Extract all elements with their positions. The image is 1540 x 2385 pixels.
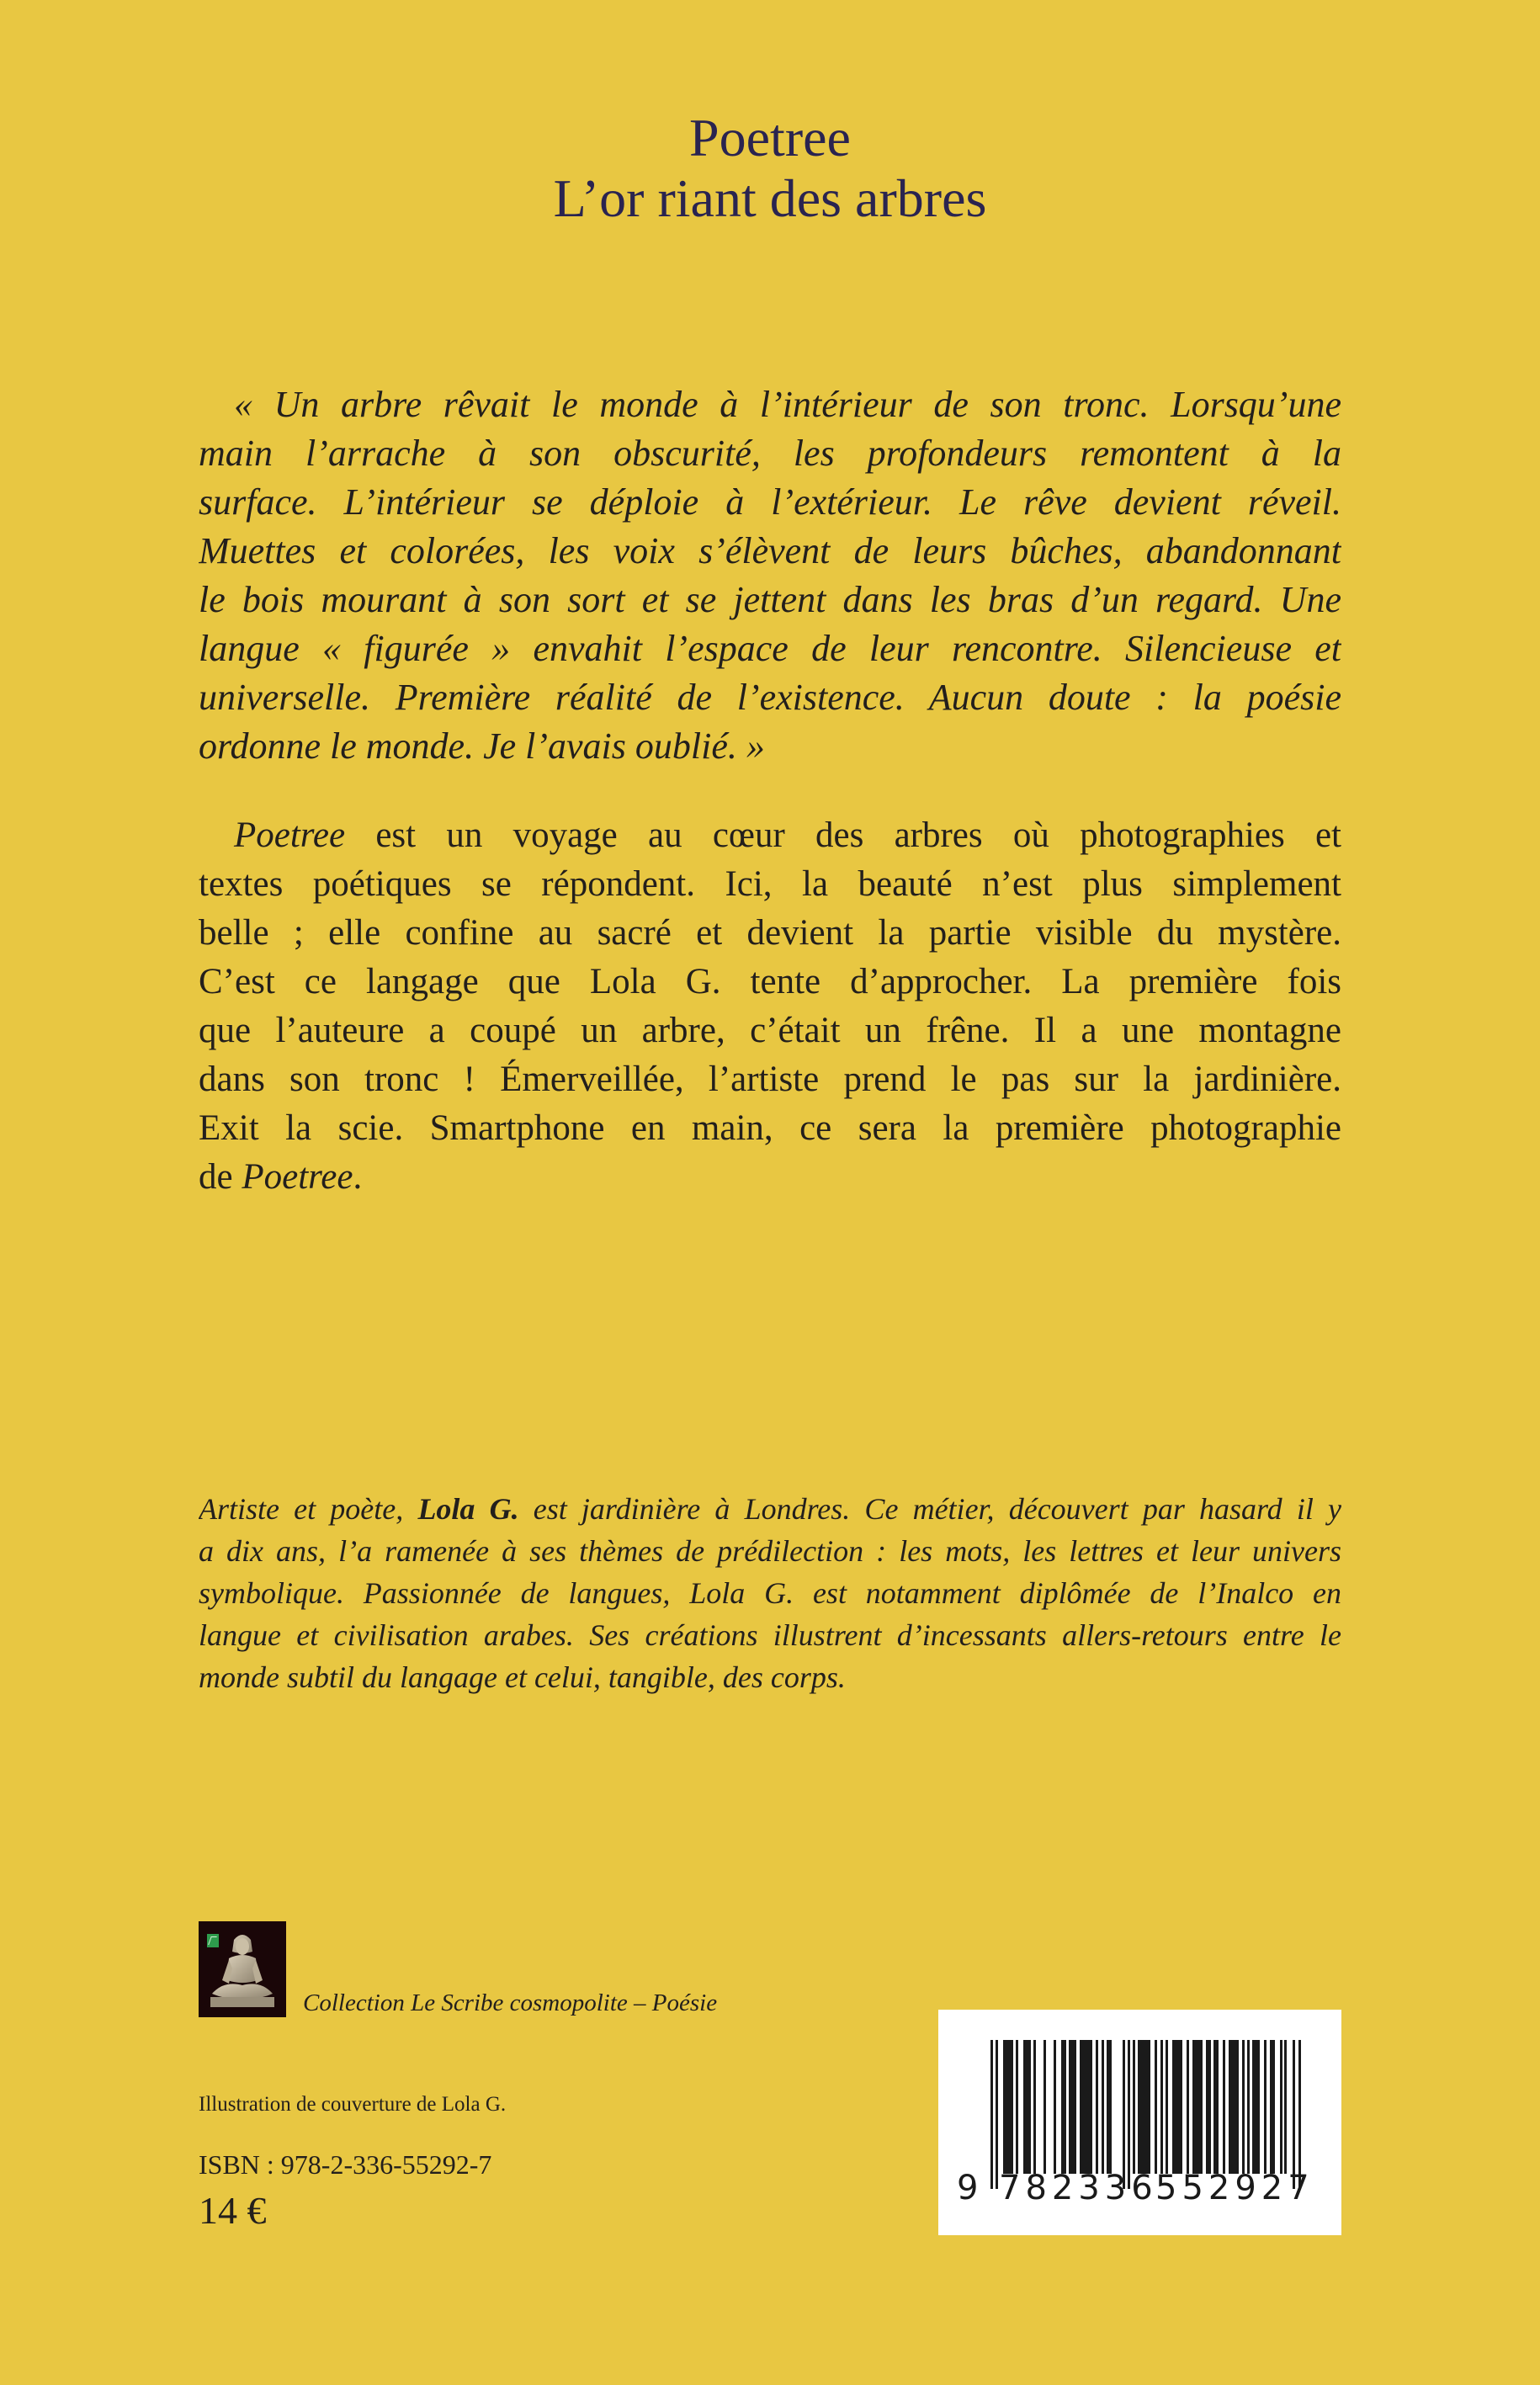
scribe-statue-logo-icon xyxy=(199,1921,286,2017)
bio-line xyxy=(199,1488,1341,1530)
bio-line: monde subtil du langage et celui, tangible, des corps. xyxy=(199,1660,846,1694)
isbn-barcode xyxy=(938,2010,1341,2235)
description-text: est un voyage au cœur des arbres où photographies et xyxy=(345,815,1341,855)
description-text: de xyxy=(199,1157,242,1197)
publisher-badge-icon xyxy=(207,1934,219,1947)
barcode-left-digits: 782336 xyxy=(999,2169,1158,2207)
quote-line: surface. L’intérieur se déploie à l’extérieur. Le rêve devient réveil. xyxy=(199,481,1341,523)
description-line xyxy=(199,811,1341,860)
description-line xyxy=(199,1153,1341,1202)
bio-text: est jardinière à Londres. Ce métier, découvert par hasard il y xyxy=(518,1492,1341,1526)
collection-name: Collection Le Scribe cosmopolite – Poésie xyxy=(303,1989,718,2016)
quote-line: langue « figurée » envahit l’espace de leur rencontre. Silencieuse et xyxy=(199,628,1341,669)
barcode-first-digit: 9 xyxy=(957,2169,980,2207)
author-bio xyxy=(199,1488,1341,1698)
description-line: belle ; elle confine au sacré et devient la partie visible du mystère. xyxy=(199,913,1341,953)
quote-line: « Un arbre rêvait le monde à l’intérieur de son tronc. Lorsqu’une xyxy=(234,384,1341,425)
bio-text: Artiste et poète, xyxy=(199,1492,418,1526)
barcode-right-digits: 552927 xyxy=(1155,2169,1314,2207)
bio-line: langue et civilisation arabes. Ses créations illustrent d’incessants allers-retours entre le xyxy=(199,1618,1341,1652)
book-subtitle: L’or riant des arbres xyxy=(553,168,987,228)
description-line: textes poétiques se répondent. Ici, la beauté n’est plus simplement xyxy=(199,864,1341,904)
quote-line: main l’arrache à son obscurité, les profondeurs remontent à la xyxy=(199,433,1341,474)
bio-line: symbolique. Passionnée de langues, Lola G. est notamment diplômée de l’Inalco en xyxy=(199,1576,1341,1610)
quote-paragraph xyxy=(199,380,1341,771)
description-paragraph xyxy=(199,811,1341,1202)
description-line: que l’auteure a coupé un arbre, c’était un frêne. Il a une montagne xyxy=(199,1011,1341,1050)
title-block xyxy=(0,108,1540,229)
quote-line: universelle. Première réalité de l’existence. Aucun doute : la poésie xyxy=(199,677,1341,718)
quote-line: ordonne le monde. Je l’avais oublié. » xyxy=(199,725,765,767)
bio-line: a dix ans, l’a ramenée à ses thèmes de prédilection : les mots, les lettres et leur univers xyxy=(199,1534,1341,1568)
description-line: C’est ce langage que Lola G. tente d’approcher. La première fois xyxy=(199,962,1341,1001)
description-line: Exit la scie. Smartphone en main, ce sera la première photographie xyxy=(199,1108,1341,1148)
author-name: Lola G. xyxy=(417,1492,519,1526)
price: 14 € xyxy=(199,2189,267,2232)
description-line: dans son tronc ! Émerveillée, l’artiste prend le pas sur la jardinière. xyxy=(199,1060,1341,1099)
quote-line: Muettes et colorées, les voix s’élèvent de leurs bûches, abandonnant xyxy=(199,530,1341,571)
illustration-credit: Illustration de couverture de Lola G. xyxy=(199,2093,507,2116)
book-title-inline: Poetree xyxy=(242,1157,353,1197)
description-text: . xyxy=(353,1157,363,1197)
quote-line: le bois mourant à son sort et se jettent dans les bras d’un regard. Une xyxy=(199,579,1341,620)
isbn: ISBN : 978-2-336-55292-7 xyxy=(199,2149,492,2180)
book-title-inline: Poetree xyxy=(234,815,346,855)
book-title: Poetree xyxy=(689,108,851,167)
